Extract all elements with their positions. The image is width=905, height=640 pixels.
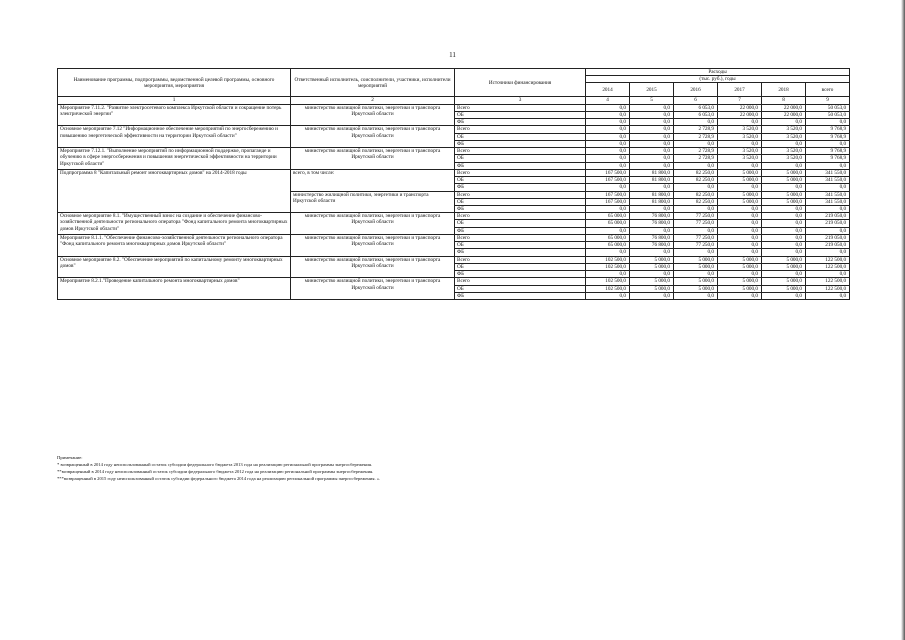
- table-header: [58, 69, 850, 105]
- total-value-cell: 219 050,0: [806, 234, 850, 241]
- value-cell: 0,0: [718, 234, 762, 241]
- table-row: [58, 148, 850, 155]
- column-number-cell: 6: [674, 97, 718, 104]
- value-cell: 167 500,0: [586, 191, 630, 198]
- value-cell: 0,0: [586, 126, 630, 133]
- executor-cell: министерство жилищной политики, энергетики и транспорта Иркутской области: [291, 256, 455, 278]
- executor-cell: министерство жилищной политики, энергетики и транспорта Иркутской области: [291, 148, 455, 170]
- value-cell: 0,0: [586, 155, 630, 162]
- value-cell: 0,0: [718, 184, 762, 191]
- source-cell: ФБ: [455, 162, 586, 169]
- value-cell: 3 520,0: [718, 126, 762, 133]
- value-cell: 2 728,9: [674, 126, 718, 133]
- header-name-cell: Наименование программы, подпрограммы, ведомственной целевой программы, основного мероприятия, мероприятия: [58, 69, 291, 97]
- value-cell: 3 520,0: [762, 133, 806, 140]
- value-cell: 77 250,0: [674, 213, 718, 220]
- total-value-cell: 50 053,0: [806, 111, 850, 118]
- value-cell: 5 000,0: [718, 177, 762, 184]
- value-cell: 0,0: [586, 184, 630, 191]
- value-cell: 0,0: [674, 162, 718, 169]
- value-cell: 5 000,0: [762, 191, 806, 198]
- source-cell: ОБ: [455, 220, 586, 227]
- source-cell: ОБ: [455, 177, 586, 184]
- value-cell: 0,0: [586, 104, 630, 111]
- value-cell: 65 000,0: [586, 213, 630, 220]
- source-cell: ФБ: [455, 227, 586, 234]
- value-cell: 76 800,0: [630, 220, 674, 227]
- source-cell: ОБ: [455, 263, 586, 270]
- value-cell: 0,0: [718, 213, 762, 220]
- total-value-cell: 0,0: [806, 292, 850, 299]
- value-cell: 0,0: [718, 119, 762, 126]
- value-cell: 76 800,0: [630, 213, 674, 220]
- value-cell: 76 800,0: [630, 234, 674, 241]
- total-value-cell: 9 768,9: [806, 148, 850, 155]
- total-value-cell: 0,0: [806, 119, 850, 126]
- source-cell: Всего: [455, 234, 586, 241]
- source-cell: Всего: [455, 278, 586, 285]
- value-cell: 0,0: [762, 220, 806, 227]
- value-cell: 0,0: [586, 162, 630, 169]
- total-value-cell: 9 768,9: [806, 133, 850, 140]
- executor-cell: министерство жилищной политики, энергетики и транспорта Иркутской области: [291, 234, 455, 256]
- value-cell: 77 250,0: [674, 234, 718, 241]
- header-year-cell: 2018: [762, 83, 806, 97]
- value-cell: 82 250,0: [674, 169, 718, 176]
- source-cell: Всего: [455, 104, 586, 111]
- value-cell: 0,0: [762, 162, 806, 169]
- value-cell: 0,0: [586, 249, 630, 256]
- value-cell: 3 520,0: [762, 155, 806, 162]
- table-row: [58, 169, 850, 176]
- source-cell: ОБ: [455, 285, 586, 292]
- value-cell: 5 000,0: [718, 256, 762, 263]
- value-cell: 0,0: [762, 213, 806, 220]
- value-cell: 102 500,0: [586, 263, 630, 270]
- source-cell: ОБ: [455, 198, 586, 205]
- value-cell: 2 728,9: [674, 133, 718, 140]
- value-cell: 0,0: [630, 271, 674, 278]
- program-name-cell: Основное мероприятие 7.12 "Информационное обеспечение мероприятий по энергосбережению и повышению энергетической эффективности на территории Иркутской области": [58, 126, 291, 148]
- value-cell: 5 000,0: [630, 278, 674, 285]
- value-cell: 102 500,0: [586, 278, 630, 285]
- executor-cell: министерство жилищной политики, энергетики и транспорта Иркутской области: [291, 213, 455, 235]
- source-cell: ФБ: [455, 292, 586, 299]
- value-cell: 0,0: [586, 119, 630, 126]
- value-cell: 0,0: [630, 162, 674, 169]
- program-name-cell: Основное мероприятие 8.2. "Обеспечение мероприятий по капитальному ремонту многоквартирных домов": [58, 256, 291, 278]
- value-cell: 0,0: [586, 111, 630, 118]
- header-year-cell: 2016: [674, 83, 718, 97]
- value-cell: 102 500,0: [586, 285, 630, 292]
- value-cell: 0,0: [586, 205, 630, 212]
- value-cell: 0,0: [718, 140, 762, 147]
- value-cell: 0,0: [718, 242, 762, 249]
- value-cell: 22 000,0: [762, 104, 806, 111]
- value-cell: 5 000,0: [630, 256, 674, 263]
- total-value-cell: 0,0: [806, 162, 850, 169]
- table-row: [58, 104, 850, 111]
- total-value-cell: 0,0: [806, 271, 850, 278]
- value-cell: 0,0: [630, 184, 674, 191]
- value-cell: 0,0: [762, 205, 806, 212]
- total-value-cell: 341 550,0: [806, 169, 850, 176]
- total-value-cell: 219 050,0: [806, 213, 850, 220]
- value-cell: 0,0: [630, 140, 674, 147]
- value-cell: 0,0: [762, 119, 806, 126]
- table-body: [58, 104, 850, 299]
- value-cell: 0,0: [674, 292, 718, 299]
- value-cell: 5 000,0: [630, 285, 674, 292]
- source-cell: ФБ: [455, 184, 586, 191]
- program-name-cell: Мероприятие 7.11.2. "Развитие электросетевого комплекса Иркутской области и сокращение потерь электрической энергии": [58, 104, 291, 126]
- value-cell: 5 000,0: [762, 263, 806, 270]
- value-cell: 0,0: [586, 292, 630, 299]
- value-cell: 0,0: [718, 271, 762, 278]
- program-name-cell: Мероприятие 7.12.1. "Выполнение мероприятий по информационной поддержке, пропаганде и обучению в сфере энергосбережения и повышения энергетической эффективности на территории Иркутской области": [58, 148, 291, 170]
- source-cell: ФБ: [455, 205, 586, 212]
- total-value-cell: 219 050,0: [806, 242, 850, 249]
- value-cell: 5 000,0: [718, 198, 762, 205]
- value-cell: 0,0: [630, 133, 674, 140]
- value-cell: 22 000,0: [718, 104, 762, 111]
- value-cell: 3 520,0: [762, 126, 806, 133]
- total-value-cell: 0,0: [806, 140, 850, 147]
- header-units-cell: (тыс. руб.), годы: [586, 76, 850, 83]
- total-value-cell: 219 050,0: [806, 220, 850, 227]
- value-cell: 0,0: [630, 126, 674, 133]
- value-cell: 5 000,0: [762, 256, 806, 263]
- source-cell: ОБ: [455, 155, 586, 162]
- value-cell: 0,0: [630, 148, 674, 155]
- source-cell: Всего: [455, 148, 586, 155]
- header-year-cell: 2017: [718, 83, 762, 97]
- value-cell: 0,0: [586, 148, 630, 155]
- executor-cell: министерство жилищной политики, энергетики и транспорта Иркутской области: [291, 104, 455, 126]
- value-cell: 3 520,0: [718, 133, 762, 140]
- value-cell: 3 520,0: [718, 148, 762, 155]
- table-row: [58, 126, 850, 133]
- value-cell: 0,0: [630, 119, 674, 126]
- source-cell: ОБ: [455, 242, 586, 249]
- value-cell: 77 250,0: [674, 220, 718, 227]
- header-year-cell: 2015: [630, 83, 674, 97]
- program-name-cell: Мероприятие 8.2.1."Проведение капитального ремонта многоквартирных домов": [58, 278, 291, 300]
- total-value-cell: 122 500,0: [806, 256, 850, 263]
- source-cell: ФБ: [455, 249, 586, 256]
- value-cell: 0,0: [630, 249, 674, 256]
- header-year-total-cell: всего: [806, 83, 850, 97]
- value-cell: 3 520,0: [718, 155, 762, 162]
- value-cell: 0,0: [674, 119, 718, 126]
- table-row: [58, 234, 850, 241]
- column-number-cell: 3: [455, 97, 586, 104]
- value-cell: 0,0: [630, 104, 674, 111]
- value-cell: 65 000,0: [586, 234, 630, 241]
- value-cell: 0,0: [586, 227, 630, 234]
- column-number-cell: 9: [806, 97, 850, 104]
- source-cell: ФБ: [455, 119, 586, 126]
- total-value-cell: 341 550,0: [806, 191, 850, 198]
- value-cell: 6 053,0: [674, 104, 718, 111]
- total-value-cell: 122 500,0: [806, 285, 850, 292]
- source-cell: Всего: [455, 126, 586, 133]
- total-value-cell: 122 500,0: [806, 278, 850, 285]
- value-cell: 65 000,0: [586, 220, 630, 227]
- value-cell: 0,0: [762, 234, 806, 241]
- value-cell: 22 000,0: [762, 111, 806, 118]
- value-cell: 0,0: [762, 227, 806, 234]
- value-cell: 81 800,0: [630, 177, 674, 184]
- value-cell: 5 000,0: [674, 285, 718, 292]
- value-cell: 0,0: [630, 292, 674, 299]
- value-cell: 0,0: [762, 292, 806, 299]
- column-number-cell: 2: [291, 97, 455, 104]
- subprogram-total-label-cell: всего, в том числе:: [291, 169, 455, 191]
- column-number-cell: 4: [586, 97, 630, 104]
- value-cell: 5 000,0: [630, 263, 674, 270]
- value-cell: 167 500,0: [586, 169, 630, 176]
- value-cell: 5 000,0: [674, 256, 718, 263]
- value-cell: 81 800,0: [630, 198, 674, 205]
- value-cell: 2 728,9: [674, 155, 718, 162]
- program-name-cell: Мероприятие 8.1.1. "Обеспечение финансово-хозяйственной деятельности регионального оператора "Фонд капитального ремонта многоквартирных домов Иркутской области": [58, 234, 291, 256]
- value-cell: 0,0: [586, 133, 630, 140]
- column-number-cell: 1: [58, 97, 291, 104]
- value-cell: 3 520,0: [762, 148, 806, 155]
- page-number: 11: [449, 51, 456, 59]
- source-cell: ФБ: [455, 140, 586, 147]
- value-cell: 65 000,0: [586, 242, 630, 249]
- value-cell: 0,0: [762, 271, 806, 278]
- value-cell: 102 500,0: [586, 256, 630, 263]
- source-cell: ОБ: [455, 133, 586, 140]
- value-cell: 0,0: [586, 140, 630, 147]
- value-cell: 0,0: [630, 205, 674, 212]
- value-cell: 5 000,0: [718, 263, 762, 270]
- total-value-cell: 50 053,0: [806, 104, 850, 111]
- value-cell: 0,0: [674, 227, 718, 234]
- value-cell: 0,0: [630, 227, 674, 234]
- value-cell: 0,0: [674, 140, 718, 147]
- program-name-cell: Основное мероприятие 8.1. "Имущественный взнос на создание и обеспечение финансово-хозяйственной деятельности регионального оператора "Фонд капитального ремонта многоквартирных домов Иркутской области": [58, 213, 291, 235]
- value-cell: 76 800,0: [630, 242, 674, 249]
- table-row: [58, 278, 850, 285]
- total-value-cell: 9 768,9: [806, 155, 850, 162]
- source-cell: ФБ: [455, 271, 586, 278]
- source-cell: Всего: [455, 213, 586, 220]
- value-cell: 167 500,0: [586, 177, 630, 184]
- value-cell: 5 000,0: [762, 198, 806, 205]
- value-cell: 5 000,0: [718, 278, 762, 285]
- header-source-cell: Источники финансирования: [455, 69, 586, 97]
- source-cell: Всего: [455, 169, 586, 176]
- total-value-cell: 122 500,0: [806, 263, 850, 270]
- total-value-cell: 0,0: [806, 184, 850, 191]
- executor-cell: министерство жилищной политики, энергетики и транспорта Иркутской области: [291, 191, 455, 213]
- value-cell: 81 800,0: [630, 191, 674, 198]
- value-cell: 5 000,0: [674, 263, 718, 270]
- value-cell: 0,0: [718, 205, 762, 212]
- value-cell: 0,0: [718, 220, 762, 227]
- value-cell: 5 000,0: [674, 278, 718, 285]
- total-value-cell: 0,0: [806, 249, 850, 256]
- value-cell: 0,0: [586, 271, 630, 278]
- header-year-cell: 2014: [586, 83, 630, 97]
- value-cell: 0,0: [718, 249, 762, 256]
- table-row: [58, 213, 850, 220]
- source-cell: ОБ: [455, 111, 586, 118]
- budget-table: [57, 68, 850, 300]
- value-cell: 5 000,0: [718, 191, 762, 198]
- value-cell: 82 250,0: [674, 177, 718, 184]
- note-line: ***возвращенный в 2015 году неиспользованный остаток субсидии федерального бюджета 2014 года на реализацию региональной программы энергосбережения. ».: [57, 475, 381, 481]
- value-cell: 0,0: [630, 155, 674, 162]
- value-cell: 0,0: [762, 140, 806, 147]
- value-cell: 0,0: [674, 184, 718, 191]
- value-cell: 0,0: [762, 249, 806, 256]
- value-cell: 5 000,0: [762, 177, 806, 184]
- value-cell: 5 000,0: [762, 285, 806, 292]
- value-cell: 0,0: [762, 184, 806, 191]
- value-cell: 5 000,0: [718, 285, 762, 292]
- column-number-cell: 7: [718, 97, 762, 104]
- total-value-cell: 0,0: [806, 205, 850, 212]
- total-value-cell: 9 768,9: [806, 126, 850, 133]
- notes-block: [57, 455, 849, 483]
- total-value-cell: 341 550,0: [806, 177, 850, 184]
- value-cell: 5 000,0: [718, 169, 762, 176]
- header-expenses-cell: Расходы: [586, 69, 850, 76]
- column-number-cell: 5: [630, 97, 674, 104]
- source-cell: Всего: [455, 191, 586, 198]
- executor-cell: министерство жилищной политики, энергетики и транспорта Иркутской области: [291, 278, 455, 300]
- value-cell: 0,0: [630, 111, 674, 118]
- subprogram-name-cell: Подпрограмма 8 "Капитальный ремонт многоквартирных домов" на 2014-2018 годы: [58, 169, 291, 212]
- notes-title: Примечание:: [57, 455, 83, 460]
- value-cell: 0,0: [674, 249, 718, 256]
- value-cell: 0,0: [718, 227, 762, 234]
- total-value-cell: 341 550,0: [806, 198, 850, 205]
- value-cell: 82 250,0: [674, 198, 718, 205]
- value-cell: 2 728,9: [674, 148, 718, 155]
- value-cell: 0,0: [718, 292, 762, 299]
- table-row: [58, 256, 850, 263]
- value-cell: 0,0: [718, 162, 762, 169]
- value-cell: 77 250,0: [674, 242, 718, 249]
- value-cell: 5 000,0: [762, 278, 806, 285]
- scan-edge: [901, 0, 905, 640]
- value-cell: 82 250,0: [674, 191, 718, 198]
- value-cell: 81 800,0: [630, 169, 674, 176]
- header-executor-cell: Ответственный исполнитель, соисполнители, участники, исполнители мероприятий: [291, 69, 455, 97]
- column-number-cell: 8: [762, 97, 806, 104]
- note-line: * возвращенный в 2014 году неиспользованный остаток субсидии федерального бюджета 2013 года на реализацию региональной программы энергосбережения.: [57, 461, 373, 467]
- total-value-cell: 0,0: [806, 227, 850, 234]
- executor-cell: министерство жилищной политики, энергетики и транспорта Иркутской области: [291, 126, 455, 148]
- value-cell: 167 500,0: [586, 198, 630, 205]
- value-cell: 0,0: [674, 205, 718, 212]
- value-cell: 0,0: [762, 242, 806, 249]
- note-line: **возвращенный в 2014 году неиспользованный остаток субсидии федерального бюджета 2012 года на реализацию региональной программы энергосбережения.: [57, 468, 374, 474]
- value-cell: 22 000,0: [718, 111, 762, 118]
- value-cell: 6 053,0: [674, 111, 718, 118]
- value-cell: 5 000,0: [762, 169, 806, 176]
- value-cell: 0,0: [674, 271, 718, 278]
- source-cell: Всего: [455, 256, 586, 263]
